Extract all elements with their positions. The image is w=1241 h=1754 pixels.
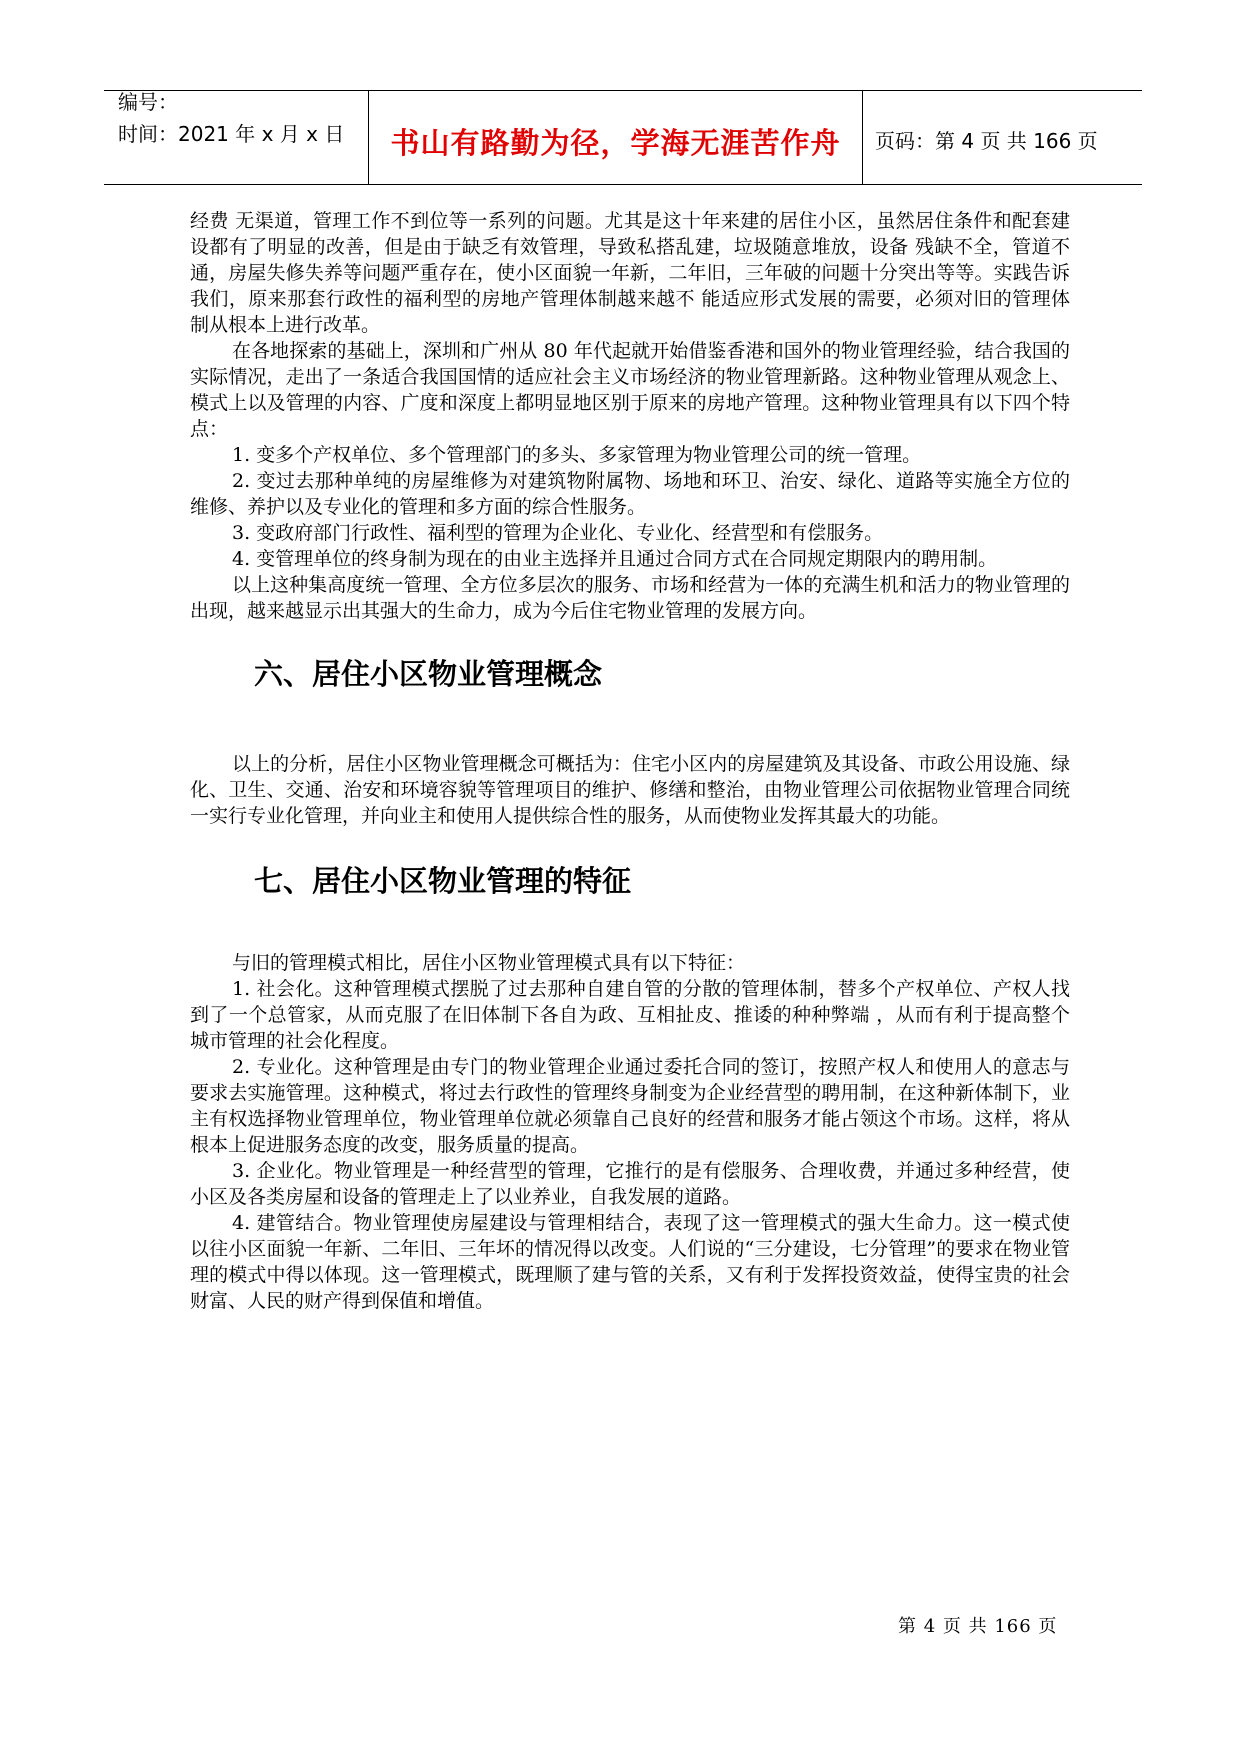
document-time-label: 时间：2021 年 x 月 x 日 (118, 122, 345, 146)
list-item: 4. 建管结合。物业管理使房屋建设与管理相结合，表现了这一管理模式的强大生命力。这一模式使以往小区面貌一年新、二年旧、三年坏的情况得以改变。人们说的“三分建设，七分管理”的要求在物业管理的模式中得以体现。这一管理模式，既理顺了建与管的关系，又有利于发挥投资效益，使得宝贵的社会财富、人民的财产得到保值和增值。 (190, 1212, 1070, 1312)
section-heading-6: 六、居住小区物业管理概念 (254, 657, 603, 691)
list-item: 1. 变多个产权单位、多个管理部门的多头、多家管理为物业管理公司的统一管理。 (232, 444, 922, 466)
header-motto-cell (368, 91, 863, 184)
page-footer: 第 4 页 共 166 页 (898, 1616, 1058, 1637)
header-info-cell (104, 91, 368, 184)
list-item: 1. 社会化。这种管理模式摆脱了过去那种自建自管的分散的管理体制，替多个产权单位、产权人找到了一个总管家，从而克服了在旧体制下各自为政、互相扯皮、推诿的种种弊端 ，从而有利于提高整个城市管理的社会化程度。 (190, 978, 1070, 1052)
list-item: 2. 变过去那种单纯的房屋维修为对建筑物附属物、场地和环卫、治安、绿化、道路等实施全方位的维修、养护以及专业化的管理和多方面的综合性服务。 (190, 470, 1070, 518)
page-header (104, 90, 1142, 185)
header-motto: 书山有路勤为径，学海无涯苦作舟 (390, 126, 841, 160)
paragraph: 与旧的管理模式相比，居住小区物业管理模式具有以下特征： (232, 952, 746, 974)
list-item: 3. 企业化。物业管理是一种经营型的管理，它推行的是有偿服务、合理收费，并通过多种经营，使小区及各类房屋和设备的管理走上了以业养业，自我发展的道路。 (190, 1160, 1070, 1208)
list-item: 3. 变政府部门行政性、福利型的管理为企业化、专业化、经营型和有偿服务。 (232, 522, 884, 544)
section-heading-7: 七、居住小区物业管理的特征 (254, 864, 632, 898)
header-page-cell (861, 91, 1142, 184)
paragraph: 以上的分析，居住小区物业管理概念可概括为：住宅小区内的房屋建筑及其设备、市政公用设施、绿化、卫生、交通、治安和环境容貌等管理项目的维护、修缮和整治，由物业管理公司依据物业管理合同统一实行专业化管理，并向业主和使用人提供综合性的服务，从而使物业发挥其最大的功能。 (190, 753, 1070, 827)
list-item: 2. 专业化。这种管理是由专门的物业管理企业通过委托合同的签订，按照产权人和使用人的意志与要求去实施管理。这种模式，将过去行政性的管理终身制变为企业经营型的聘用制，在这种新体制下，业主有权选择物业管理单位，物业管理单位就必须靠自己良好的经营和服务才能占领这个市场。这样，将从根本上促进服务态度的改变，服务质量的提高。 (190, 1056, 1070, 1156)
paragraph: 在各地探索的基础上，深圳和广州从 80 年代起就开始借鉴香港和国外的物业管理经验，结合我国的实际情况，走出了一条适合我国国情的适应社会主义市场经济的物业管理新路。这种物业管理从观念上、模式上以及管理的内容、广度和深度上都明显地区别于原来的房地产管理。这种物业管理具有以下四个特点： (190, 340, 1070, 440)
paragraph: 经费 无渠道，管理工作不到位等一系列的问题。尤其是这十年来建的居住小区，虽然居住条件和配套建设都有了明显的改善，但是由于缺乏有效管理，导致私搭乱建，垃圾随意堆放，设备 残缺不全，管道不通，房屋失修失养等问题严重存在，使小区面貌一年新，二年旧，三年破的问题十分突出等等。实践告诉我们，原来那套行政性的福利型的房地产管理体制越来越不 能适应形式发展的需要，必须对旧的管理体制从根本上进行改革。 (190, 210, 1070, 336)
list-item: 4. 变管理单位的终身制为现在的由业主选择并且通过合同方式在合同规定期限内的聘用制。 (232, 548, 998, 570)
document-body (190, 208, 1070, 1314)
paragraph: 以上这种集高度统一管理、全方位多层次的服务、市场和经营为一体的充满生机和活力的物业管理的出现，越来越显示出其强大的生命力，成为今后住宅物业管理的发展方向。 (190, 574, 1070, 622)
document-number-label: 编号： (118, 90, 178, 114)
header-page-number: 页码：第 4 页 共 166 页 (875, 129, 1098, 153)
